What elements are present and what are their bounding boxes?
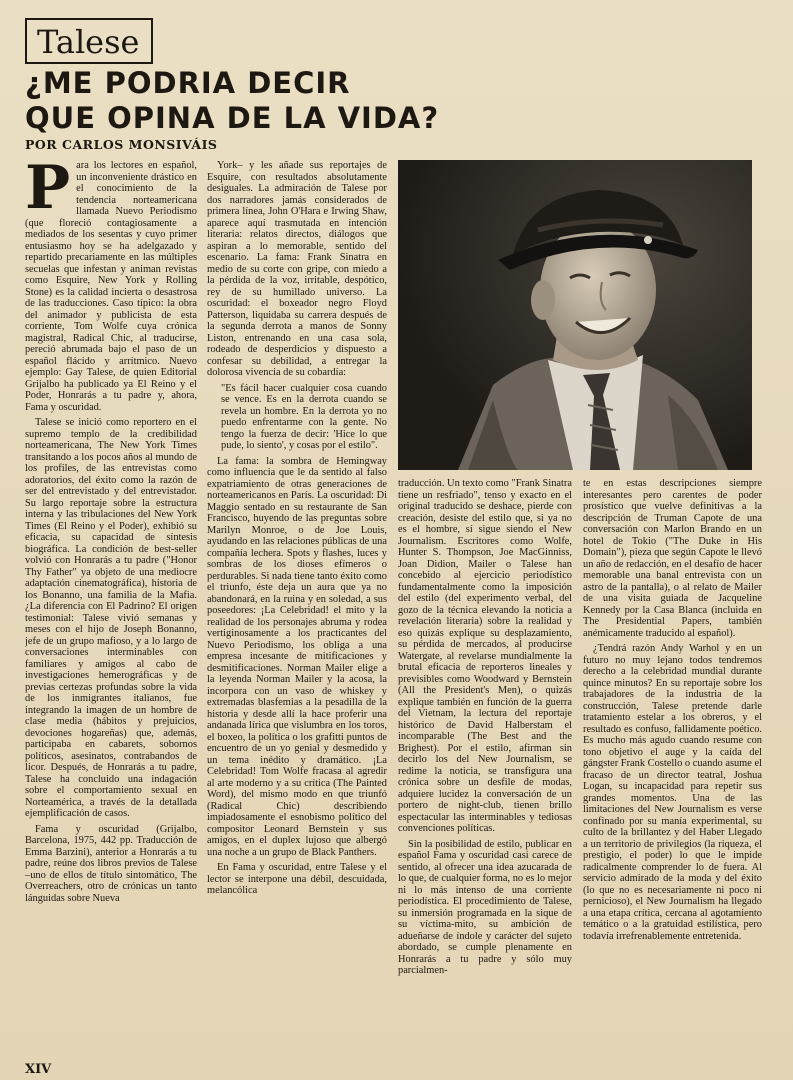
headline-line-1: ¿ME PODRIA DECIR <box>25 66 351 100</box>
paragraph: traducción. Un texto como "Frank Sinatra tiene un resfriado", tenso y exacto en el original traducido se deshace, pierde con creación, desiste del estilo que, si ya no es el hombre, sí sigue siendo el New Journalism. Escritores como Wolfe, Hunter S. Thompson, Joe MacGinniss, Joan Didion, Mailer o Talese han concebido al ejercicio periodístico fundamentalmente como la imposición del estilo (del experimento verbal, del gozo de la técnica elevando la noticia a revelación literaria) sobre la realidad y eso quizás explique su desplazamiento, su pérdida de mercados, al producirse Watergate, al revelarse mundialmente la brutal eficacia de reporteros lineales y previsibles como Woodward y Bernstein (All the President's Men), o quizás explique también en función de la guerra del Vietnam, la lectura del reportaje histórico de David Halberstam el incomparable (The Best and the Brighest). Por el estilo, afirman sin decirlo los del New Journalism, se redime la noticia, se transfigura una crónica sobre un desfile de modas, adquiere lucidez la conversación de un portero de night-club, tienen brillo espectacular las interminables y tediosas convenciones políticas. <box>398 478 572 834</box>
paragraph: Fama y oscuridad (Grijalbo, Barcelona, 1975, 442 pp. Traducción de Emma Barzini), anterior a Honrarás a tu padre, reúne dos libros previos de Talese –uno de ellos de título sintomático, The Overreachers, otro de crónicas un tanto lánguidas sobre Nueva <box>25 823 197 904</box>
paragraph: York– y les añade sus reportajes de Esquire, con resultados absolutamente desiguales. La admiración de Talese por dos narradores jamás considerados de primera línea, John O'Hara e Irwing Shaw, aparece aquí trasmutada en intención literaria: relatos directos, diálogos que aspiran a lo memorable, sentido del escenario. La fama: Frank Sinatra en medio de su corte con gripe, con miedo a la pérdida de la voz, irritable, despótico, rey de su humillado universo. La oscuridad: el boxeador negro Floyd Patterson, liquidaba su carrera después de la segunda derrota a manos de Sonny Liston, entrenando en una casa sola, rodeado de desperdicios y dispuesto a confesar su debilidad, a entregar la dolorosa vivencia de su cobardía: <box>207 160 387 378</box>
paragraph: ara los lectores en español, un inconveniente drástico en el conocimiento de la tendencia norteamericana llamada Nuevo Periodismo (que floreció contagiosamente a mediados de los sesentas y cuyo primer entusiasmo hoy se ha adelgazado y repartido precariamente en las múltiples secuelas que infestan y animan revistas como Esquire, New York y Rolling Stone) es la calidad incierta o desastrosa de las traducciones. Caso típico: la obra del animador y publicista de esta corriente, Tom Wolfe cuya crónica magistral, Radical Chic, al traducirse, pereció abrumada bajo el paso de un español flácido y arrítmico. Nuevo ejemplo: Gay Talese, de quien Editorial Grijalbo ha publicado ya El Reino y el Poder, Honrarás a tu padre y, ahora, Fama y oscuridad. <box>25 160 197 413</box>
portrait-illustration <box>398 160 752 470</box>
article-column-3 <box>398 478 572 1065</box>
paragraph: En Fama y oscuridad, entre Talese y el lector se interpone una débil, descuidada, melancólica <box>207 862 387 896</box>
paragraph: te en estas descripciones siempre interesantes pero carentes de poder prosístico que vuelve definitivas a la descripción de Truman Capote de una conversación con Marlon Brando en un hotel de Tokio ("The Duke in His Domain"), pieza que según Capote le llevó un año de redacción, en el desafío de hacer memorable una banal entrevista con un astro de la pantalla), o al relato de Mailer de una visita guiada de Jacqueline Kennedy por la Casa Blanca (incluida en The Presidential Papers, también anémicamente traducido al español). <box>583 478 762 639</box>
block-quote: "Es fácil hacer cualquier cosa cuando se vence. Es en la derrota cuando se revela un hombre. En la derrota yo no puedo enfrentarme con la gente. No tengo la fuerza de decir: 'Hice lo que pude, lo siento', y cosas por el estilo". <box>221 382 387 451</box>
article-column-2 <box>207 160 387 1065</box>
article-column-4 <box>583 478 762 1065</box>
byline: POR CARLOS MONSIVÁIS <box>25 137 218 152</box>
section-tag: Talese <box>37 23 140 61</box>
page-number: XIV <box>25 1062 52 1077</box>
article-column-1 <box>25 160 197 1065</box>
paragraph: ¿Tendrá razón Andy Warhol y en un futuro no muy lejano todos tendremos derecho a la celebridad mundial durante quince minutos? En su reportaje sobre los trabajadores de la industria de la construcción, Talese pretende darle tratamiento estelar a los obreros, y el resultado es confuso, fallidamente poético. Es mucho más agudo cuando resume con tono objetivo el auge y la caída del gángster Frank Costello o cuando asume el fracaso de un director teatral, Joshua Logan, su incapacidad para repetir sus grandes momentos. Una de las limitaciones del New Journalism es verse confinado por su manía experimental, su culto de la brillantez y del Haber Llegado a un territorio de privilegios (la riqueza, el prestigio, el poder) lo que le impide radicalmente comprender lo de fuera. Al servicio admirado de la moda y del éxito (lo que no es necesariamente ni poco ni pernicioso), el New Journalism ha llegado a una etapa crítica, cercana al agotamiento temático o a la gratuidad estilística, pero todavía irrefrenablemente entretenida. <box>583 643 762 942</box>
paragraph: La fama: la sombra de Hemingway como influencia que le da sentido al falso expatriamiento de otras generaciones de norteamericanos en París. La oscuridad: Di Maggio sentado en su restaurante de San Francisco, huyendo de las preguntas sobre Marilyn Monroe, o de Joe Louis, ayudando en las relaciones públicas de una compañía lechera. Spots y flashes, luces y sombras de los dioses efímeros o perdurables. Si nada tiene tanto éxito como el triunfo, éste deja un aura que ya no abandonará, en la ruina y en soledad, a sus poseedores: ¡La Celebridad! el mito y la realidad de los personajes abruma y rodea vertiginosamente a los practicantes del Nuevo Periodismo, los obliga a una empresa incesante de mitificaciones y desmitificaciones. Norman Mailer elige a la leyenda Norman Mailer y la acosa, la incorpora con un vaso de whiskey y extremadas blasfemias a la pesadilla de la historia y desde allí la hace proferir una andanada lírica que vislumbra en los toros, el boxeo, la política o los grafitti puntos de encuentro de un yo genial y desmedido y un tema inédito y dramático. ¡La Celebridad! Tom Wolfe fracasa al agredir al arte moderno y a su crítica (The Painted Word), del mismo modo en que triunfó (Radical Chic) describiendo impiadosamente el esnobismo político del compositor Leonard Bernstein y sus amigos, en el duplex lujoso que albergó una noche a un grupo de Black Panthers. <box>207 455 387 858</box>
drop-cap: P <box>25 160 71 223</box>
paragraph: Talese se inició como reportero en el supremo templo de la credibilidad norteamericana, The New York Times transitando a los pocos años al mundo de los profiles, de las entrevistas como adoratorios, del éxito como la razón de ser del entrevistado y del entrevistador. Su largo reportaje sobre la estructura interna y las tribulaciones del New York Times (El Reino y el Poder), exhibió su eficacia, su capacidad de síntesis biográfica. La condición de best-seller volvió con Honrarás a tu padre ("Honor Thy Father" ya objeto de una mediocre adaptación cinematográfica), historia de los Bonanno, una familia de la Mafia. ¿La diferencia con El Padrino? El origen testimonial: Talese vivió semanas y meses con el hijo de Joseph Bonanno, jefe de un grupo mafioso, y a lo largo de conversaciones interminables con familiares y amigos al cabo de investigaciones hemerográficas y de previas certezas profundas sobre la vida de los inmigrantes italianos, fue integrando la imagen de un hombre de clase media (hábitos y prejuicios, devociones hogareñas) que, además, participaba en cabarets, sobornos políticos, asesinatos, contrabandos de licor. Después, de Honrarás a tu padre, Talese ha concluido una indagación sobre el comportamiento sexual en Norteamérica, a través de la detallada ejemplificación de casos. <box>25 417 197 819</box>
portrait-photo <box>398 160 752 470</box>
paragraph: Sin la posibilidad de estilo, publicar en español Fama y oscuridad casi carece de sentido, al ofrecer una idea azucarada de lo que, de cualquier forma, no es lo mejor ni lo más intenso de una corriente periodística. El procedimiento de Talese, su inmersión programada en la sique de su víctima-mito, su ambición de adueñarse de índole y carácter del sujeto abordado, se cumple plenamente en Honrarás a tu padre y sólo muy parcialmen- <box>398 838 572 976</box>
headline <box>25 66 765 136</box>
section-tag-box <box>25 18 153 64</box>
headline-line-2: QUE OPINA DE LA VIDA? <box>25 101 440 135</box>
